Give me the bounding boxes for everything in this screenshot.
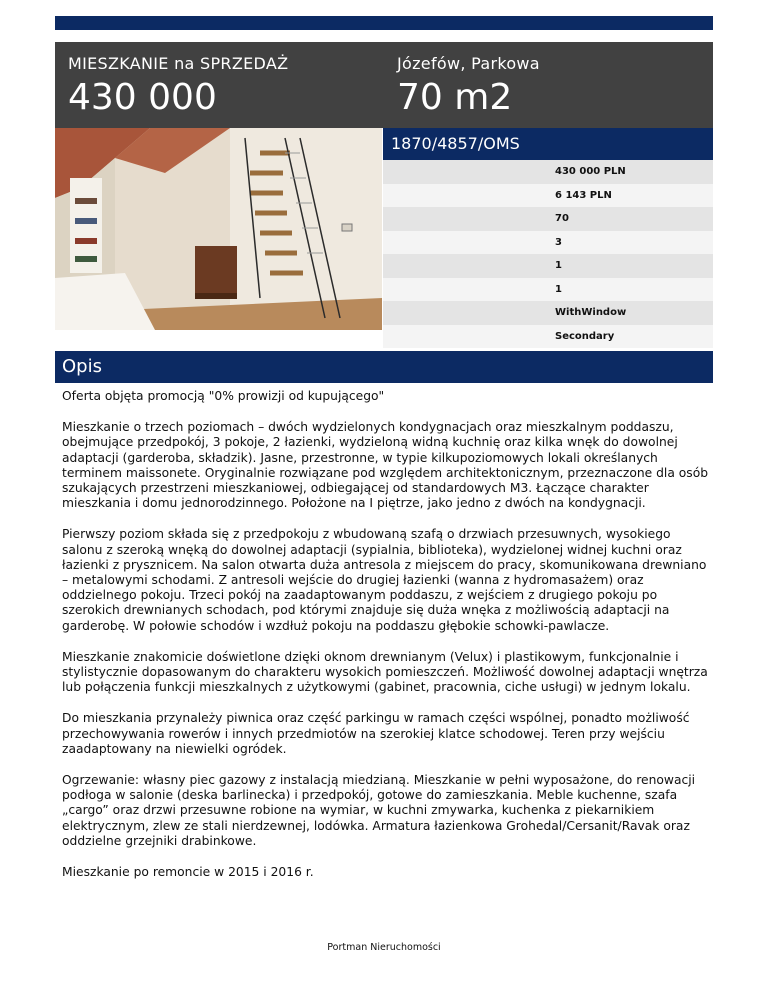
details-value: 430 000 PLN — [555, 166, 626, 177]
description-paragraph: Ogrzewanie: własny piec gazowy z instalacją miedzianą. Mieszkanie w pełni wyposażone, do renowacji podłoga w salonie (deska barlinecka) i przedpokój, gotowe do zamieszkania. Meble kuchenne, szafa „cargo” oraz drzwi przesuwne robione na wymiar, w kuchni zmywarka, kuchenka z piekarnikiem elektrycznym, zlew ze stali nierdzewnej, lodówka. Armatura łazienkowa Grohedal/Cersanit/Ravak oraz oddzielne grzejniki drabinkowe. — [62, 773, 696, 848]
property-photo — [55, 128, 382, 330]
listing-header — [55, 42, 713, 128]
reference-bar — [383, 128, 713, 160]
details-row — [383, 325, 713, 349]
description-paragraph: Mieszkanie znakomicie doświetlone dzięki oknom drewnianym (Velux) i plastikowym, funkcjonalnie i stylistycznie dopasowanym do charakteru wysokich pomieszczeń. Możliwość dowolnej adaptacji wnętrza lub połączenia funkcji mieszkalnych z użytkowymi (gabinet, pracownia, ciche usługi) w jednym lokalu. — [62, 649, 708, 695]
description-paragraph: Mieszkanie po remoncie w 2015 i 2016 r. — [62, 865, 314, 880]
details-table — [383, 160, 713, 348]
details-row — [383, 278, 713, 302]
top-accent-bar — [55, 16, 713, 30]
description-paragraph: Pierwszy poziom składa się z przedpokoju z wbudowaną szafą o drzwiach przesuwnych, wysokiego salonu z szeroką wnęką do dowolnej adaptacji (sypialnia, biblioteka), wydzielonej widnej kuchni oraz łazienki z prysznicem. Na salon otwarta duża antresola z miejscem do pracy, skomunikowana drewniano – metalowymi schodami. Z antresoli wejście do drugiej łazienki (wanna z hydromasażem) oraz oddzielnego pokoju. Trzeci pokój na zaadaptowanym poddaszu, z wejściem z drugiego pokoju po szerokich drewnianych schodach, pod którymi znajduje się duża wnęka z możliwością adaptacji na garderobę. W połowie schodów i wzdłuż pokoju na poddaszu głębokie schowki-pawlacze. — [62, 527, 707, 633]
details-row — [383, 301, 713, 325]
description-body — [62, 389, 710, 896]
listing-location: Józefów, Parkowa — [397, 54, 540, 73]
description-heading: Opis — [62, 356, 102, 377]
listing-type: MIESZKANIE na SPRZEDAŻ — [68, 54, 289, 73]
header-right — [397, 54, 540, 120]
header-left — [68, 54, 288, 120]
details-row — [383, 184, 713, 208]
details-value: 3 — [555, 236, 562, 248]
details-value: 6 143 PLN — [555, 189, 612, 201]
details-row — [383, 254, 713, 278]
details-value: WithWindow — [555, 307, 627, 318]
details-row — [383, 160, 713, 184]
details-value: 1 — [555, 283, 562, 295]
details-row — [383, 207, 713, 231]
description-paragraph: Do mieszkania przynależy piwnica oraz część parkingu w ramach części wspólnej, ponadto możliwość przechowywania rowerów i innych przedmiotów na szerokiej klatce schodowej. Teren przy wejściu zaadaptowany na niewielki ogródek. — [62, 711, 690, 756]
reference-number: 1870/4857/OMS — [391, 134, 520, 153]
details-value: Secondary — [555, 330, 615, 342]
details-value: 1 — [555, 260, 562, 271]
description-heading-bar — [55, 351, 713, 383]
details-value: 70 — [555, 213, 569, 224]
listing-area: 70 m2 — [397, 77, 513, 118]
details-row — [383, 231, 713, 255]
footer-company: Portman Nieruchomości — [327, 942, 441, 953]
description-paragraph: Oferta objęta promocją "0% prowizji od kupującego" — [62, 389, 385, 403]
listing-price: 430 000 — [68, 77, 217, 118]
description-paragraph: Mieszkanie o trzech poziomach – dwóch wydzielonych kondygnacjach oraz mieszkalnym poddaszu, obejmujące przedpokój, 3 pokoje, 2 łazienki, wydzieloną widną kuchnię oraz kilka wnęk do dowolnej adaptacji (garderoba, składzik). Jasne, przestronne, w typie kilkupoziomowych lokali określanych terminem maissonete. Oryginalnie rozwiązane pod względem architektonicznym, przeznaczone dla osób szukających przestrzeni mieszkaniowej, odbiegającej od standardowych M3. Łączące charakter mieszkania i domu jednorodzinnego. Położone na I piętrze, jako jedno z dwóch na kondygnacji. — [62, 420, 709, 511]
